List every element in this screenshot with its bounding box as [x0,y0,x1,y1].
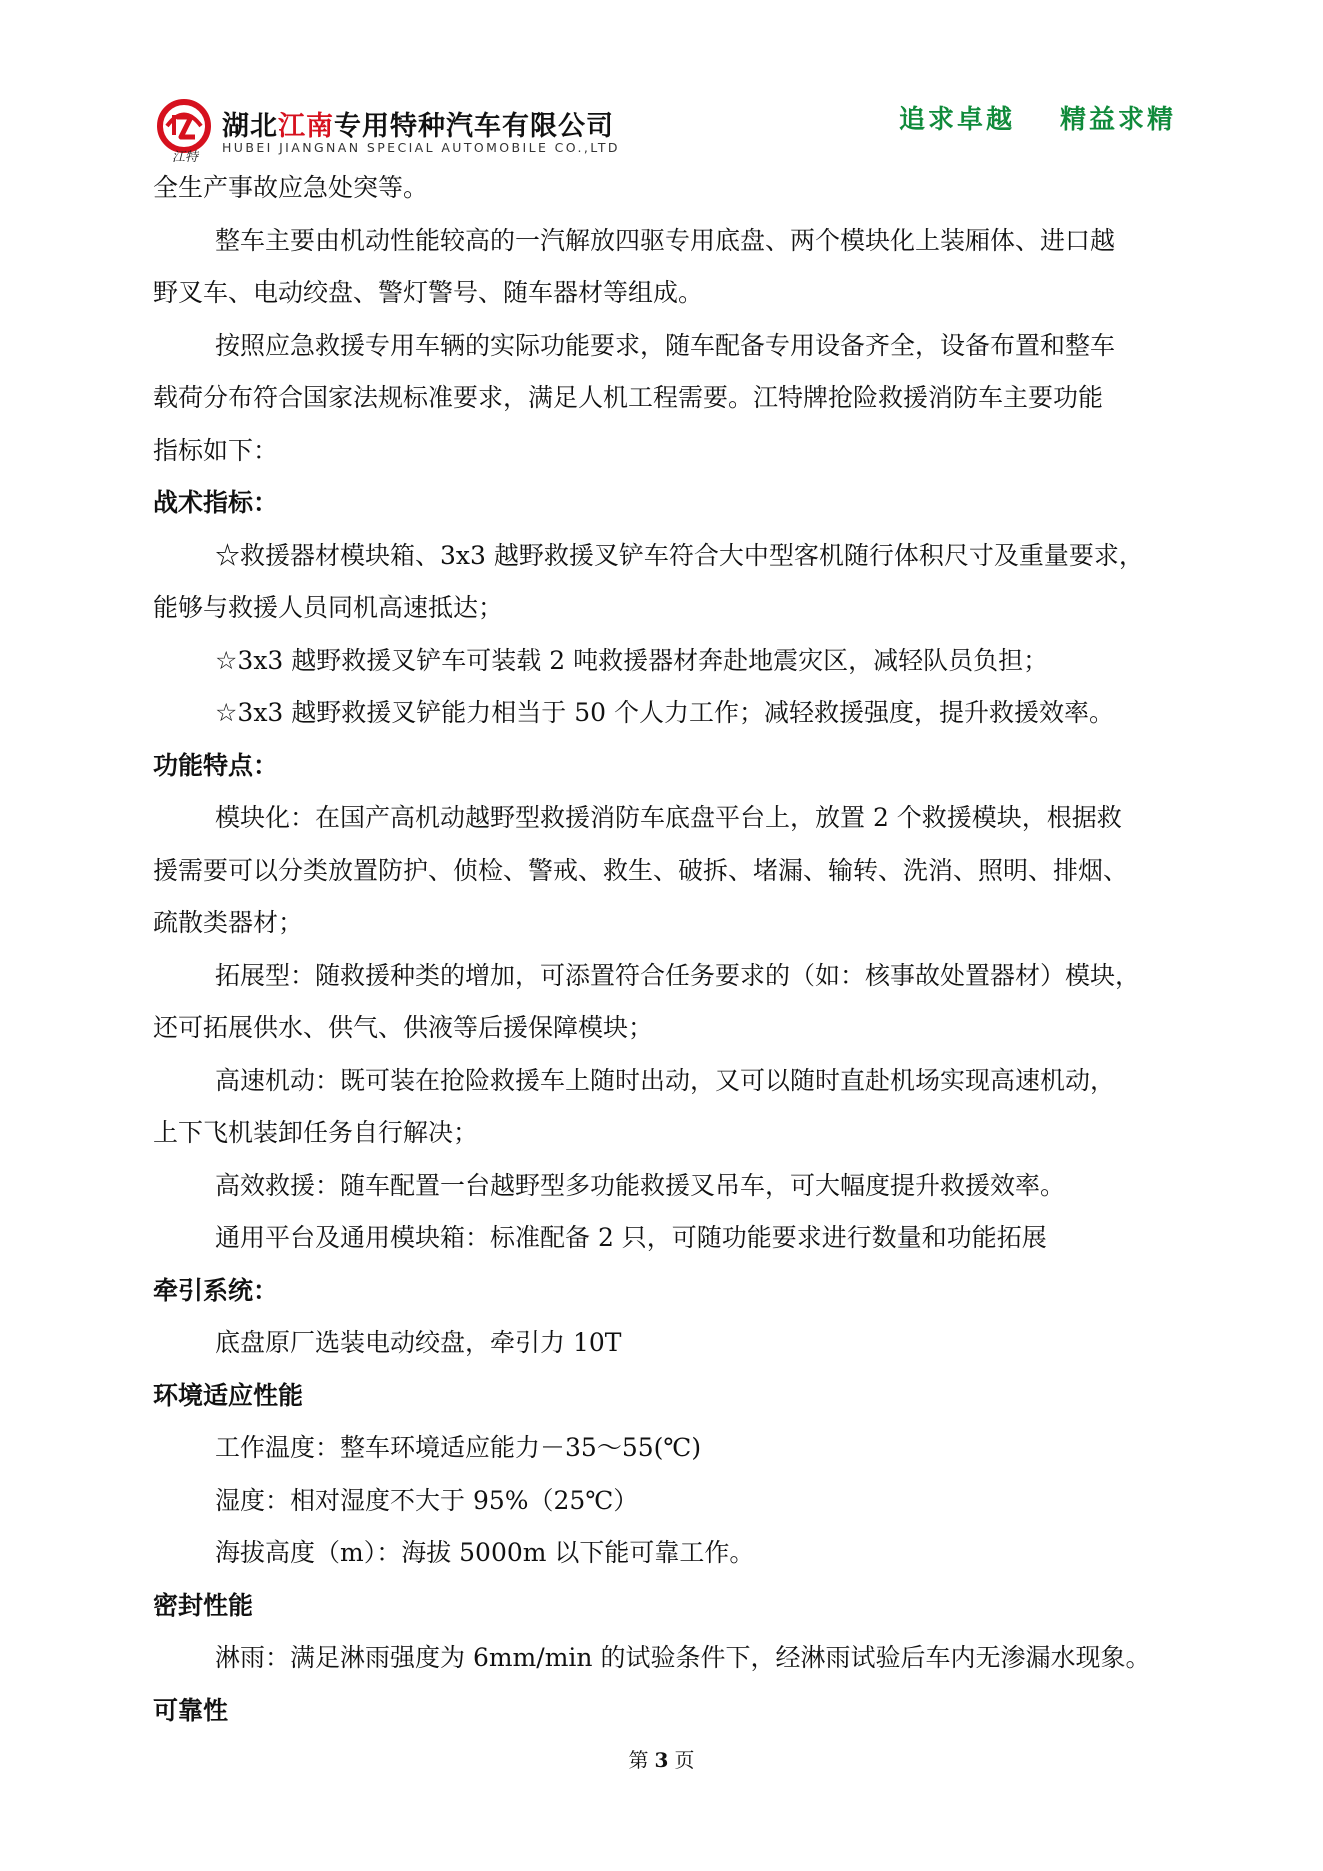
section-heading: 密封性能 [153,1590,254,1620]
page-header [0,0,1323,170]
document-body [153,162,1183,1737]
paragraph-line: 拓展型：随救援种类的增加，可添置符合任务要求的（如：核事故处置器材）模块， [215,960,1141,990]
paragraph-line: 援需要可以分类放置防护、侦检、警戒、救生、破拆、堵漏、输转、洗消、照明、排烟、 [153,855,1129,885]
paragraph-line: 湿度：相对湿度不大于 95%（25℃） [215,1485,639,1515]
company-name-cn [222,104,614,143]
company-name-prefix: 湖北 [222,111,278,142]
paragraph-line: 高效救援：随车配置一台越野型多功能救援叉吊车，可大幅度提升救援效率。 [215,1170,1066,1200]
paragraph-line: 能够与救援人员同机高速抵达； [153,593,504,622]
paragraph-line: 全生产事故应急处突等。 [153,173,429,202]
slogan-perfection: 精益求精 [1060,105,1177,135]
company-name-suffix: 专用特种汽车有限公司 [334,111,614,142]
section-heading: 牵引系统： [153,1275,279,1305]
paragraph-line: 疏散类器材； [153,908,304,937]
paragraph-line: 野叉车、电动绞盘、警灯警号、随车器材等组成。 [153,278,704,307]
paragraph-line: 淋雨：满足淋雨强度为 6mm/min 的试验条件下，经淋雨试验后车内无渗漏水现象。 [215,1643,1151,1672]
paragraph-line: 海拔高度（m）：海拔 5000m 以下能可靠工作。 [215,1538,755,1567]
paragraph-line: ☆3x3 越野救援叉铲能力相当于 50 个人力工作；减轻救援强度，提升救援效率。 [215,698,1114,727]
paragraph-line: 还可拓展供水、供气、供液等后援保障模块； [153,1013,654,1042]
section-heading: 可靠性 [153,1695,229,1725]
page-number: 3 [654,1748,669,1772]
paragraph-line: ☆救援器材模块箱、3x3 越野救援叉铲车符合大中型客机随行体积尺寸及重量要求， [215,540,1144,570]
slogan-pursue-excellence: 追求卓越 [899,105,1016,135]
footer-suffix: 页 [674,1748,695,1772]
section-heading: 环境适应性能 [153,1380,304,1410]
company-name-highlight: 江南 [278,111,334,142]
paragraph-line: 载荷分布符合国家法规标准要求，满足人机工程需要。江特牌抢险救援消防车主要功能 [153,383,1104,412]
paragraph-line: 通用平台及通用模块箱：标准配备 2 只，可随功能要求进行数量和功能拓展 [215,1223,1047,1252]
paragraph-line: 整车主要由机动性能较高的一汽解放四驱专用底盘、两个模块化上装厢体、进口越 [215,225,1116,255]
page-footer [0,1744,1323,1773]
section-heading: 功能特点： [153,750,279,780]
paragraph-line: 上下飞机装卸任务自行解决； [153,1118,479,1147]
paragraph-line: 底盘原厂选装电动绞盘，牵引力 10T [215,1328,622,1357]
paragraph-line: 模块化：在国产高机动越野型救援消防车底盘平台上，放置 2 个救援模块，根据救 [215,803,1122,832]
paragraph-line: ☆3x3 越野救援叉铲车可装载 2 吨救援器材奔赴地震灾区，减轻队员负担； [215,645,1049,675]
paragraph-line: 高速机动：既可装在抢险救援车上随时出动，又可以随时直赴机场实现高速机动， [215,1065,1116,1095]
section-heading: 战术指标： [153,488,279,517]
paragraph-line: 按照应急救援专用车辆的实际功能要求，随车配备专用设备齐全，设备布置和整车 [215,330,1116,360]
paragraph-line: 指标如下： [153,435,279,465]
logo-script-text: 江特 [172,150,199,165]
footer-prefix: 第 [628,1748,649,1772]
company-name-en: HUBEI JIANGNAN SPECIAL AUTOMOBILE CO.,LTD [222,140,620,155]
paragraph-line: 工作温度：整车环境适应能力－35～55(℃) [215,1433,702,1462]
